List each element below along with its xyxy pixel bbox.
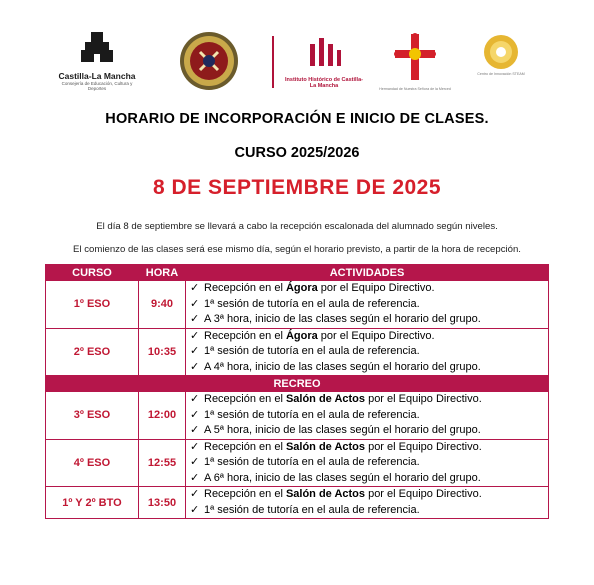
course-cell: 1º Y 2º BTO <box>46 487 139 519</box>
hour-cell: 9:40 <box>139 281 186 329</box>
table-row <box>46 281 549 329</box>
course-year: CURSO 2025/2026 <box>234 145 360 161</box>
logo-divider <box>272 36 274 88</box>
intro-line-2: El comienzo de las clases será ese mismo día, según el horario previsto, a partir de la hora de recepción. <box>73 244 521 255</box>
check-icon: ✓ <box>190 360 200 373</box>
activities-cell: ✓ Recepción en el Ágora por el Equipo Directivo. ✓ 1ª sesión de tutoría en el aula de referencia. ✓ A 4ª hora, inicio de las clases según el horario del grupo. <box>186 328 549 376</box>
check-icon: ✓ <box>190 345 200 357</box>
header-activities: ACTIVIDADES <box>186 265 549 281</box>
place-name: Salón de Actos <box>285 440 366 453</box>
check-icon: ✓ <box>190 313 200 325</box>
check-icon: ✓ <box>190 282 200 294</box>
table-header-row <box>46 265 549 281</box>
check-icon: ✓ <box>190 424 200 436</box>
school-crest-logo <box>178 30 240 92</box>
place-name: Salón de Actos <box>285 488 366 500</box>
instituto-historico-logo <box>282 36 366 89</box>
castle-icon <box>77 30 117 64</box>
activities-cell: ✓ Recepción en el Salón de Actos por el Equipo Directivo. ✓ 1ª sesión de tutoría en el aula de referencia. ✓ A 6ª hora, inicio de las clases según el horario del grupo. <box>186 439 549 487</box>
course-cell: 1º ESO <box>46 281 139 329</box>
ihc-caption: Instituto Histórico de Castilla-La Mancha <box>285 77 363 89</box>
check-icon: ✓ <box>190 393 200 405</box>
activities-cell: ✓ Recepción en el Salón de Actos por el Equipo Directivo. ✓ 1ª sesión de tutoría en el aula de referencia. <box>186 487 549 519</box>
recess-row <box>46 376 549 392</box>
check-icon: ✓ <box>190 456 200 468</box>
place-name: Salón de Actos <box>285 393 366 405</box>
cross-caption: Hermandad de Nuestra Señora de la Merced <box>379 87 451 91</box>
hour-cell: 13:50 <box>139 487 186 519</box>
steam-logo <box>476 34 526 92</box>
steam-caption: Centro de Innovación STEAM <box>477 72 525 76</box>
intro-line-1: El día 8 de septiembre se llevará a cabo la recepción escalonada del alumnado según niveles. <box>96 221 498 232</box>
table-row <box>46 328 549 376</box>
hour-cell: 12:00 <box>139 392 186 440</box>
check-icon: ✓ <box>190 488 200 500</box>
course-cell: 3º ESO <box>46 392 139 440</box>
hour-cell: 12:55 <box>139 439 186 487</box>
table-row <box>46 392 549 440</box>
schedule-table <box>45 264 549 519</box>
clm-name: Castilla-La Mancha <box>58 71 136 81</box>
cross-icon <box>384 30 446 86</box>
logo-bar <box>0 0 594 95</box>
castilla-la-mancha-logo <box>52 30 142 91</box>
activities-cell: ✓ Recepción en el Salón de Actos por el Equipo Directivo. ✓ 1ª sesión de tutoría en el aula de referencia. ✓ A 5ª hora, inicio de las clases según el horario del grupo. <box>186 392 549 440</box>
document-title: HORARIO DE INCORPORACIÓN E INICIO DE CLASES. <box>105 111 489 127</box>
header-course: CURSO <box>46 265 139 281</box>
recess-label: RECREO <box>46 376 549 392</box>
merced-cross-logo <box>379 30 451 92</box>
check-icon: ✓ <box>190 329 200 342</box>
check-icon: ✓ <box>190 503 200 516</box>
check-icon: ✓ <box>190 471 200 484</box>
table-row <box>46 439 549 487</box>
table-row <box>46 487 549 519</box>
place-name: Ágora <box>285 282 318 294</box>
clm-subtitle: Consejería de Educación, Cultura y Deportes <box>61 81 133 91</box>
course-cell: 4º ESO <box>46 439 139 487</box>
header-hour: HORA <box>139 265 186 281</box>
check-icon: ✓ <box>190 297 200 310</box>
place-name: Ágora <box>285 329 318 342</box>
activities-cell: ✓ Recepción en el Ágora por el Equipo Directivo. ✓ 1ª sesión de tutoría en el aula de referencia. ✓ A 3ª hora, inicio de las clases según el horario del grupo. <box>186 281 549 329</box>
check-icon: ✓ <box>190 408 200 421</box>
start-date: 8 DE SEPTIEMBRE DE 2025 <box>152 176 442 199</box>
check-icon: ✓ <box>190 440 200 453</box>
hour-cell: 10:35 <box>139 328 186 376</box>
course-cell: 2º ESO <box>46 328 139 376</box>
